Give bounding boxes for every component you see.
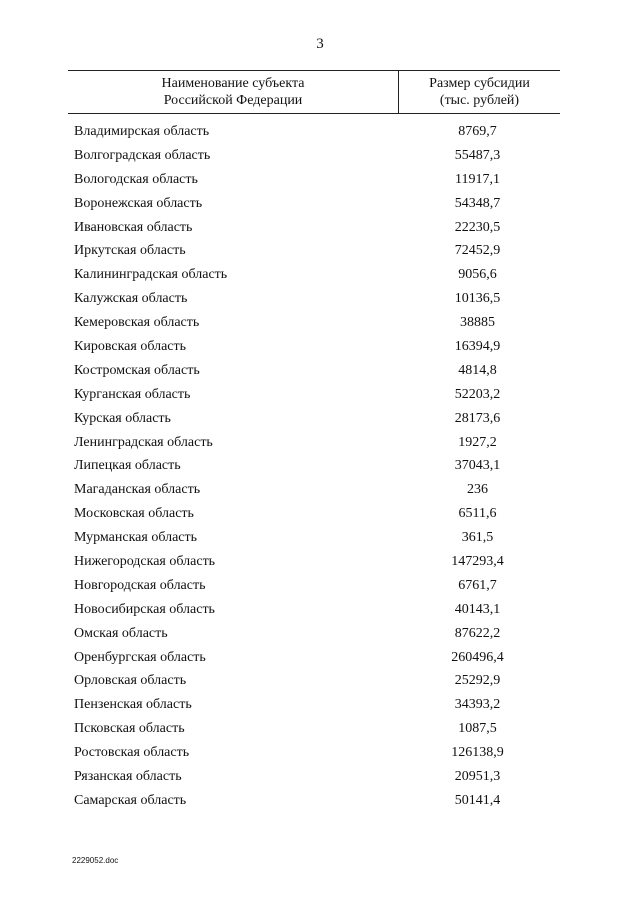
header-subsidy-line2: (тыс. рублей) <box>439 93 520 108</box>
subsidy-amount: 34393,2 <box>454 697 501 713</box>
subsidy-amount: 55487,3 <box>454 147 501 163</box>
subsidy-amount: 6511,6 <box>458 506 497 522</box>
table-row <box>0 361 640 385</box>
subsidy-amount: 37043,1 <box>454 458 501 474</box>
subject-name: Владимирская область <box>74 124 210 139</box>
table-row <box>0 576 640 600</box>
table-row <box>0 671 640 695</box>
subject-name: Рязанская область <box>74 769 182 785</box>
subsidy-amount: 52203,2 <box>454 386 501 402</box>
table-body <box>0 122 640 815</box>
header-subject-line1: Наименование субъекта <box>161 76 305 91</box>
subject-name: Московская область <box>74 506 194 522</box>
table-row <box>0 791 640 815</box>
subsidy-amount: 236 <box>467 482 488 498</box>
table-row <box>0 504 640 528</box>
table-row <box>0 456 640 480</box>
table-row <box>0 480 640 504</box>
table-row <box>0 218 640 242</box>
subsidy-amount: 11917,1 <box>455 171 500 187</box>
subject-name: Воронежская область <box>74 195 203 211</box>
table-row <box>0 624 640 648</box>
table-row <box>0 337 640 361</box>
subsidy-amount: 22230,5 <box>454 219 501 235</box>
table-row <box>0 600 640 624</box>
subject-name: Калининградская область <box>74 267 228 283</box>
subject-name: Магаданская область <box>74 482 201 498</box>
subsidy-amount: 20951,3 <box>454 769 501 785</box>
table-row <box>0 170 640 194</box>
table-row <box>0 528 640 552</box>
subject-name: Калужская область <box>74 291 188 307</box>
subsidy-amount: 126138,9 <box>451 745 504 761</box>
subsidy-amount: 1087,5 <box>458 721 497 737</box>
header-subsidy-column <box>399 75 560 109</box>
subsidy-amount: 147293,4 <box>451 554 504 570</box>
subject-name: Вологодская область <box>74 171 198 187</box>
table-row <box>0 695 640 719</box>
subsidy-amount: 9056,6 <box>458 267 497 283</box>
subject-name: Пензенская область <box>74 697 192 713</box>
header-subject-line2: Российской Федерации <box>163 93 303 108</box>
subject-name: Нижегородская область <box>74 554 216 570</box>
table-row <box>0 552 640 576</box>
subject-name: Мурманская область <box>74 530 198 546</box>
subject-name: Курская область <box>74 410 171 426</box>
subject-name: Самарская область <box>74 792 187 808</box>
subject-name: Оренбургская область <box>74 649 206 665</box>
subsidy-amount: 54348,7 <box>454 195 501 211</box>
table-row <box>0 409 640 433</box>
subject-name: Новгородская область <box>74 577 206 593</box>
table-row <box>0 265 640 289</box>
subsidy-amount: 10136,5 <box>454 291 501 307</box>
subject-name: Ленинградская область <box>74 434 213 450</box>
document-filename: 2229052.doc <box>72 856 119 865</box>
subsidy-amount: 38885 <box>460 315 495 331</box>
table-header <box>68 70 560 114</box>
subsidy-amount: 1927,2 <box>458 434 497 450</box>
table-row <box>0 743 640 767</box>
subject-name: Липецкая область <box>74 458 181 474</box>
subsidy-amount: 72452,9 <box>454 243 501 259</box>
table-row <box>0 241 640 265</box>
table-row <box>0 719 640 743</box>
subject-name: Новосибирская область <box>74 601 215 617</box>
subject-name: Омская область <box>74 625 168 641</box>
subsidy-amount: 50141,4 <box>454 792 501 808</box>
subject-name: Волгоградская область <box>74 147 211 163</box>
subsidy-amount: 40143,1 <box>454 601 501 617</box>
table-row <box>0 385 640 409</box>
subsidy-amount: 260496,4 <box>451 649 504 665</box>
page-number: 3 <box>316 36 324 52</box>
subject-name: Псковская область <box>74 721 185 737</box>
subsidy-amount: 25292,9 <box>454 673 501 689</box>
subsidy-amount: 87622,2 <box>454 625 501 641</box>
header-subsidy-line1: Размер субсидии <box>429 76 530 91</box>
table-row <box>0 648 640 672</box>
table-row <box>0 194 640 218</box>
header-subject-column <box>68 75 398 109</box>
table-row <box>0 313 640 337</box>
subject-name: Ивановская область <box>74 219 193 235</box>
subject-name: Курганская область <box>74 386 191 402</box>
subsidy-amount: 16394,9 <box>454 339 501 355</box>
subsidy-amount: 6761,7 <box>458 577 497 593</box>
table-row <box>0 122 640 146</box>
table-row <box>0 146 640 170</box>
subsidy-amount: 28173,6 <box>454 410 501 426</box>
subsidy-amount: 8769,7 <box>458 124 497 139</box>
subsidy-amount: 361,5 <box>461 530 494 546</box>
subject-name: Костромская область <box>74 362 200 378</box>
table-row <box>0 767 640 791</box>
subject-name: Кемеровская область <box>74 315 200 331</box>
subsidy-amount: 4814,8 <box>458 362 497 378</box>
subject-name: Кировская область <box>74 339 187 355</box>
table-row <box>0 433 640 457</box>
subject-name: Орловская область <box>74 673 187 689</box>
subject-name: Иркутская область <box>74 243 186 259</box>
subject-name: Ростовская область <box>74 745 190 761</box>
table-row <box>0 289 640 313</box>
